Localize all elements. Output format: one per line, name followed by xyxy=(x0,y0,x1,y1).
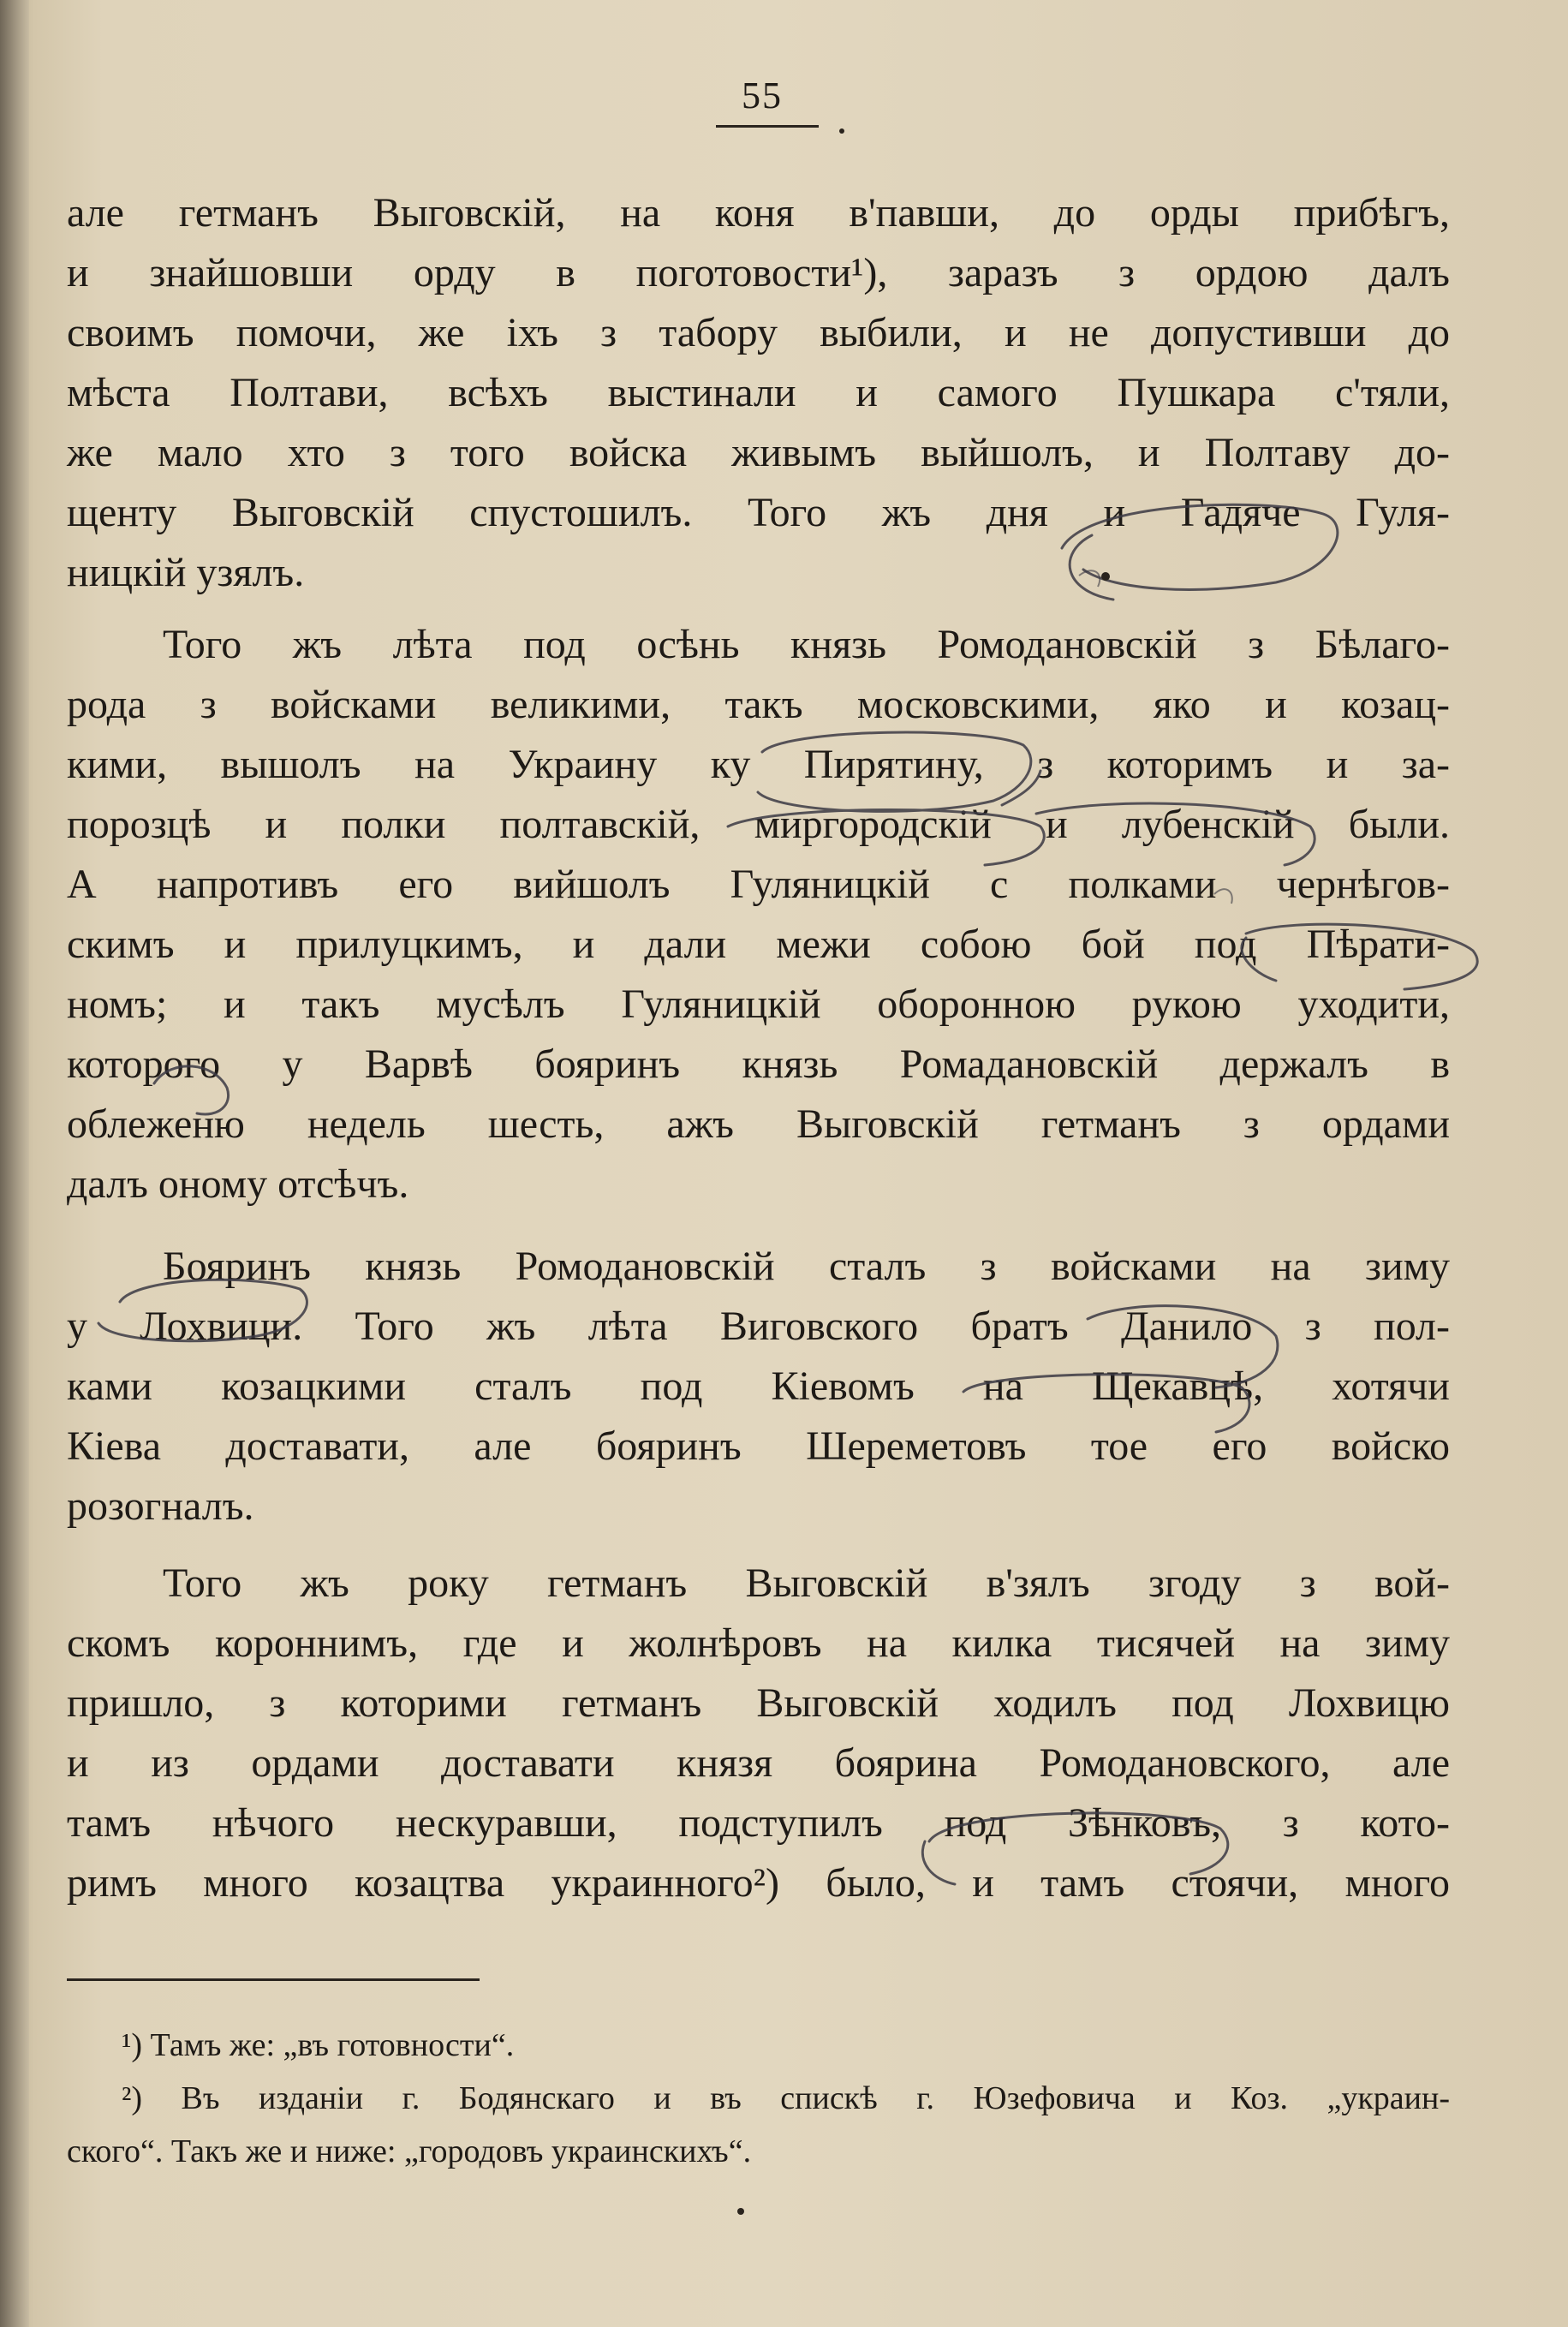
footnote-line: ¹) Тамъ же: „въ готовности“. xyxy=(122,2027,515,2063)
text-line: Того жъ року гетманъ Выговскій в'зялъ згоду з вой- xyxy=(163,1560,1450,1606)
text-line: порозцѣ и полки полтавскій, миргородскій и лубенскій были. xyxy=(67,802,1450,847)
text-line: и знайшовши орду в поготовости¹), заразъ з ордою далъ xyxy=(67,250,1450,295)
text-line: ками козацкими сталъ под Кіевомъ на Щекавцѣ, хотячи xyxy=(67,1363,1450,1409)
text-line: римъ много козацтва украинного²) было, и тамъ стоячи, много xyxy=(67,1860,1450,1906)
text-line: але гетманъ Выговскій, на коня в'павши, до орды прибѣгъ, xyxy=(67,190,1450,236)
text-line: мѣста Полтави, всѣхъ выстинали и самого Пушкара с'тяли, xyxy=(67,370,1450,415)
text-line: и из ордами доставати князя боярина Ромодановского, але xyxy=(67,1740,1450,1786)
text-line: пришло, з которими гетманъ Выговскій ходилъ под Лохвицю xyxy=(67,1680,1450,1726)
ink-speck xyxy=(737,2208,744,2215)
text-line: номъ; и такъ мусѣлъ Гуляницкій оборонною рукою уходити, xyxy=(67,982,1450,1027)
ink-speck xyxy=(839,128,844,134)
text-line: тамъ нѣчого нескуравши, подступилъ под Зѣнковъ, з кото- xyxy=(67,1800,1450,1846)
text-line: А напротивъ его вийшолъ Гуляницкій с полками чернѣгов- xyxy=(67,862,1450,907)
footnote-line: ²) Въ изданіи г. Бодянскаго и въ спискѣ г. Юзефовича и Коз. „украин- xyxy=(122,2080,1450,2116)
text-line: далъ оному отсѣчъ. xyxy=(67,1161,409,1207)
text-line: Бояринъ князь Ромодановскій сталъ з войсками на зиму xyxy=(163,1244,1450,1289)
text-line: Кіева доставати, але бояринъ Шереметовъ тое его войско xyxy=(67,1423,1450,1469)
text-line: скимъ и прилуцкимъ, и дали межи собою бой под Пѣрати- xyxy=(67,922,1450,967)
text-line: своимъ помочи, же іхъ з табору выбили, и не допустивши до xyxy=(67,310,1450,355)
text-line: рода з войсками великими, такъ московскими, яко и козац- xyxy=(67,682,1450,727)
text-line: облеженю недель шесть, ажъ Выговскій гетманъ з ордами xyxy=(67,1101,1450,1147)
text-line: же мало хто з того войска живымъ выйшолъ, и Полтаву до- xyxy=(67,430,1450,475)
text-line: скомъ короннимъ, где и жолнѣровъ на килка тисячей на зиму xyxy=(67,1620,1450,1666)
footnote-separator xyxy=(67,1978,480,1981)
text-line: розогналъ. xyxy=(67,1483,254,1529)
footnote-line: ского“. Такъ же и ниже: „городовъ украинскихъ“. xyxy=(67,2133,752,2169)
page-number-underline xyxy=(716,125,819,128)
text-line: щенту Выговскій спустошилъ. Того жъ дня и Гадяче Гуля- xyxy=(67,490,1450,535)
text-line: которого у Варвѣ бояринъ князь Ромадановскій держалъ в xyxy=(67,1041,1450,1087)
text-line: ницкій узялъ. xyxy=(67,550,305,595)
text-line: кими, вышолъ на Украину ку Пирятину, з которимъ и за- xyxy=(67,742,1450,787)
page-number: 55 xyxy=(742,75,783,116)
text-line: у Лохвици. Того жъ лѣта Виговского братъ Данило з пол- xyxy=(67,1304,1450,1349)
book-spine-shadow xyxy=(0,0,29,2327)
ink-speck xyxy=(1101,572,1110,581)
text-line: Того жъ лѣта под осѣнь князь Ромодановскій з Бѣлаго- xyxy=(163,622,1450,667)
